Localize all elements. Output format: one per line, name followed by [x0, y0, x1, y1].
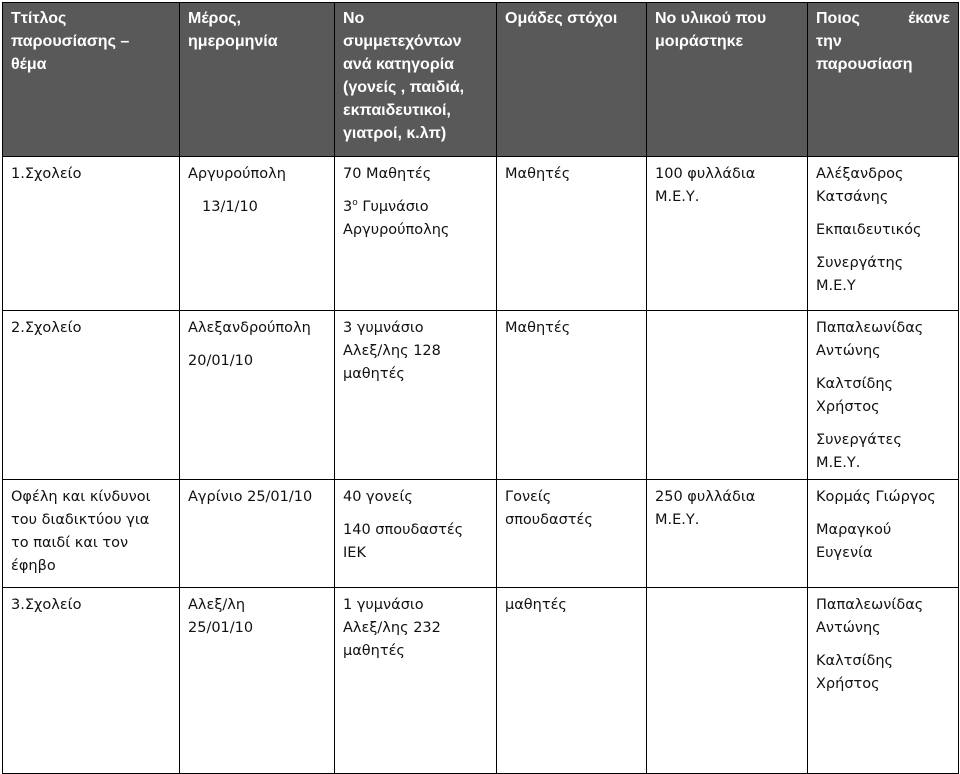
cell-place-date: Αγρίνιο 25/01/10 [180, 480, 335, 588]
cell-place-date: Αργυρούπολη 13/1/10 [180, 157, 335, 311]
header-material: Νο υλικού που μοιράστηκε [647, 3, 808, 157]
header-place-date: Μέρος, ημερομηνία [180, 3, 335, 157]
cell-title: 3.Σχολείο [3, 588, 180, 774]
cell-targets: Γονείς σπουδαστές [497, 480, 647, 588]
table-row [3, 157, 959, 311]
cell-presenter: Αλέξανδρος Κατσάνης Εκπαιδευτικός Συνεργάτης Μ.Ε.Υ [808, 157, 959, 311]
presentations-table [2, 2, 959, 774]
cell-participants: 70 Μαθητές $3^o$ Γυμνάσιο Αργυρούπολης [335, 157, 497, 311]
cell-targets: μαθητές [497, 588, 647, 774]
cell-participants: 1 γυμνάσιο Αλεξ/λης 232 μαθητές [335, 588, 497, 774]
table-header-row [3, 3, 959, 157]
cell-title: 1.Σχολείο [3, 157, 180, 311]
cell-participants: 40 γονείς 140 σπουδαστές ΙΕΚ [335, 480, 497, 588]
table-row [3, 311, 959, 480]
cell-title: Οφέλη και κίνδυνοι του διαδικτύου για το παιδί και τον έφηβο [3, 480, 180, 588]
cell-targets: Μαθητές [497, 157, 647, 311]
cell-place-date: Αλεξ/λη 25/01/10 [180, 588, 335, 774]
header-participants: Νο συμμετεχόντων ανά κατηγορία (γονείς , παιδιά, εκπαιδευτικοί, γιατροί, κ.λπ) [335, 3, 497, 157]
cell-targets: Μαθητές [497, 311, 647, 480]
header-presenter: Ποιος έκανε την παρουσίαση [808, 3, 959, 157]
header-target-groups: Ομάδες στόχοι [497, 3, 647, 157]
table-row [3, 480, 959, 588]
header-title: Ττίτλος παρουσίασης – θέμα [3, 3, 180, 157]
cell-material [647, 588, 808, 774]
table-row [3, 588, 959, 774]
cell-material: 250 φυλλάδια Μ.Ε.Υ. [647, 480, 808, 588]
cell-presenter: Κορμάς Γιώργος Μαραγκού Ευγενία [808, 480, 959, 588]
cell-presenter: Παπαλεωνίδας Αντώνης Καλτσίδης Χρήστος [808, 588, 959, 774]
cell-title: 2.Σχολείο [3, 311, 180, 480]
cell-material [647, 311, 808, 480]
cell-place-date: Αλεξανδρούπολη 20/01/10 [180, 311, 335, 480]
cell-presenter: Παπαλεωνίδας Αντώνης Καλτσίδης Χρήστος Συνεργάτες Μ.Ε.Υ. [808, 311, 959, 480]
cell-participants: 3 γυμνάσιο Αλεξ/λης 128 μαθητές [335, 311, 497, 480]
cell-material: 100 φυλλάδια Μ.Ε.Υ. [647, 157, 808, 311]
